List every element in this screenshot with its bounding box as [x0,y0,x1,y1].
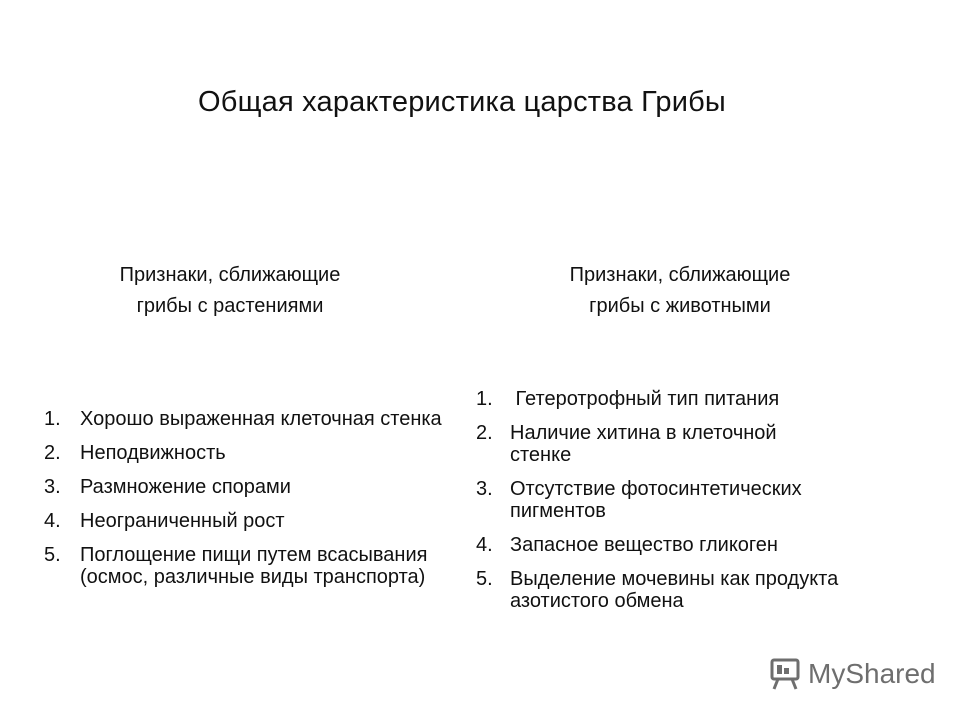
item-number: 3. [44,476,61,498]
item-text: Запасное вещество гликоген [510,534,778,556]
item-text: Неподвижность [80,442,226,464]
list-item [476,568,926,612]
item-text: Поглощение пищи путем всасывания (осмос, различные виды транспорта) [80,544,428,588]
heading-line: Признаки, сближающие [119,264,341,286]
item-text: Размножение спорами [80,476,291,498]
item-text: Гетеротрофный тип питания [510,388,780,410]
item-number: 5. [44,544,61,566]
list-item [476,534,926,556]
item-text: Неограниченный рост [80,510,285,532]
plants-column-heading [70,260,390,322]
heading-line: грибы с животными [589,295,771,317]
item-text: Отсутствие фотосинтетических пигментов [510,478,802,522]
list-item [476,388,926,410]
animals-features-list [476,388,926,624]
list-item [44,544,444,588]
item-text: Выделение мочевины как продукта азотистого обмена [510,568,839,612]
item-number: 1. [476,388,493,410]
list-item [44,408,444,430]
list-item [44,510,444,532]
item-number: 4. [44,510,61,532]
item-number: 3. [476,478,493,500]
item-number: 4. [476,534,493,556]
watermark-text: MyShared [808,658,936,689]
item-number: 2. [44,442,61,464]
item-number: 1. [44,408,61,430]
animals-column-heading [520,260,840,322]
item-text: Наличие хитина в клеточной стенке [510,422,777,466]
presentation-board-icon [768,657,802,691]
heading-line: Признаки, сближающие [569,264,791,286]
list-item [476,422,926,466]
list-item [44,442,444,464]
item-text: Хорошо выраженная клеточная стенка [80,408,442,430]
list-item [44,476,444,498]
item-number: 2. [476,422,493,444]
list-item [476,478,926,522]
page-title: Общая характеристика царства Грибы [198,86,726,118]
heading-line: грибы с растениями [136,295,324,317]
plants-features-list [44,408,444,600]
watermark-logo [768,654,936,694]
item-number: 5. [476,568,493,590]
